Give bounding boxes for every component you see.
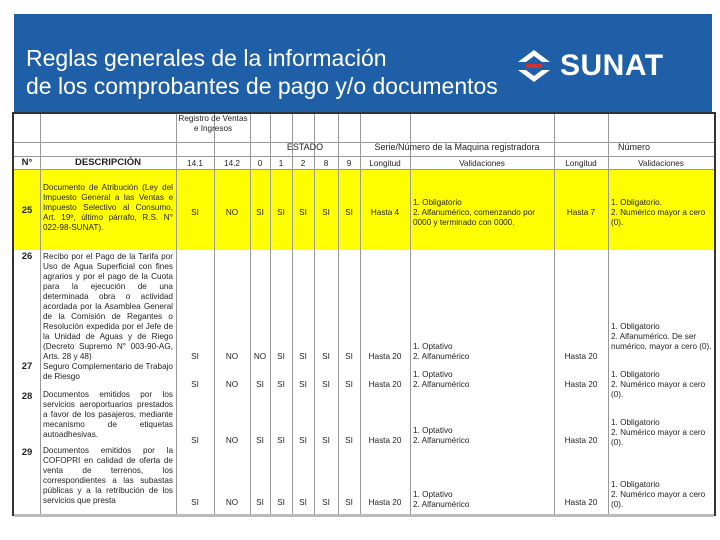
row-28-e0: SI <box>256 436 264 445</box>
header-estado-2: 2 <box>300 159 306 168</box>
header-num-validaciones: Validaciones <box>638 159 684 168</box>
row-27-descripcion: Seguro Complementario de Trabajo de Riesgo <box>43 362 173 381</box>
row-29-14-2: NO <box>225 498 239 507</box>
row-27-serie-longitud: Hasta 20 <box>368 380 402 389</box>
row-29-n: 29 <box>21 447 33 458</box>
header-14-1: 14.1 <box>187 159 203 168</box>
row-27-e2: SI <box>299 380 307 389</box>
row-25-n: 25 <box>21 205 33 216</box>
row-28-serie-longitud: Hasta 20 <box>368 436 402 445</box>
slide-title <box>26 44 498 100</box>
row-28-e1: SI <box>277 436 285 445</box>
header-estado-8: 8 <box>323 159 329 168</box>
header-estado-0: 0 <box>257 159 263 168</box>
row-25-e0: SI <box>256 208 264 217</box>
row-28-descripcion: Documentos emitidos por los servicios aeroportuarios prestados a favor de los pasajeros, mediante mecanismo de etiquetas autoadhesivas. <box>43 390 173 439</box>
row-25-num-validaciones: 1. Obligatorio. 2. Numérico mayor a cero (0). <box>611 198 706 227</box>
row-29-e8: SI <box>322 498 330 507</box>
header-serie-validaciones: Validaciones <box>459 159 505 168</box>
row-26-e8: SI <box>322 352 330 361</box>
row-25-serie-validaciones: 1. Obligatorio 2. Alfanumérico, comenzando por 0000 y terminado con 0000. <box>413 198 535 227</box>
row-29-e1: SI <box>277 498 285 507</box>
row-29-num-validaciones: 1. Obligatorio 2. Numérico mayor a cero (0). <box>611 480 706 509</box>
row-29-serie-longitud: Hasta 20 <box>368 498 402 507</box>
sunat-logo-text: SUNAT <box>560 49 664 82</box>
row-27-num-longitud: Hasta 20 <box>564 380 598 389</box>
header-serie-longitud: Longitud <box>369 159 401 168</box>
row-29-e0: SI <box>256 498 264 507</box>
row-25-descripcion: Documento de Atribución (Ley del Impuesto General a las Ventas e Impuesto Selectivo al Consumo, Art. 19º, último párrafo, R.S. N° 022-98-SUNAT). <box>43 183 173 232</box>
row-28-e9: SI <box>345 436 353 445</box>
row-26-num-longitud: Hasta 20 <box>564 352 598 361</box>
header-numero: Número <box>617 142 650 152</box>
header-registro: Registro de Ventas e Ingresos <box>178 114 248 133</box>
row-25-e1: SI <box>277 208 285 217</box>
row-26-e0: NO <box>253 352 267 361</box>
row-26-num-validaciones: 1. Obligatorio 2. Alfanumérico. De ser numérico, mayor a cero (0). <box>611 322 712 351</box>
row-26-e2: SI <box>299 352 307 361</box>
row-27-n: 27 <box>21 361 33 372</box>
row-25-serie-longitud: Hasta 4 <box>370 208 400 217</box>
header-estado-9: 9 <box>346 159 352 168</box>
row-26-e9: SI <box>345 352 353 361</box>
slide-title-line2: de los comprobantes de pago y/o documentos <box>26 73 498 99</box>
header-num-longitud: Longitud <box>565 159 597 168</box>
row-28-14-1: SI <box>191 436 199 445</box>
table-shadow <box>14 514 714 517</box>
row-27-e0: SI <box>256 380 264 389</box>
row-27-e9: SI <box>345 380 353 389</box>
row-27-14-2: NO <box>225 380 239 389</box>
row-27-e1: SI <box>277 380 285 389</box>
row-28-serie-validaciones: 1. Optativo 2. Alfanumérico <box>413 426 470 445</box>
row-27-num-validaciones: 1. Obligatorio 2. Numérico mayor a cero (0). <box>611 370 706 399</box>
row-26-serie-longitud: Hasta 20 <box>368 352 402 361</box>
row-27-14-1: SI <box>191 380 199 389</box>
header-estado-1: 1 <box>278 159 284 168</box>
comprobantes-table <box>12 112 716 516</box>
row-26-n: 26 <box>21 251 33 262</box>
row-25-14-1: SI <box>191 208 199 217</box>
row-27-serie-validaciones: 1. Optativo 2. Alfanumérico <box>413 370 470 389</box>
row-29-e9: SI <box>345 498 353 507</box>
sunat-logo-icon <box>512 44 556 88</box>
row-29-num-longitud: Hasta 20 <box>564 498 598 507</box>
sunat-logo <box>512 44 664 88</box>
row-29-e2: SI <box>299 498 307 507</box>
header-14-2: 14.2 <box>224 159 240 168</box>
row-28-e2: SI <box>299 436 307 445</box>
row-25-e9: SI <box>345 208 353 217</box>
row-25-14-2: NO <box>225 208 239 217</box>
row-26-14-1: SI <box>191 352 199 361</box>
header-estado: ESTADO <box>286 142 324 152</box>
row-25-e8: SI <box>322 208 330 217</box>
row-25-e2: SI <box>299 208 307 217</box>
row-28-num-validaciones: 1. Obligatorio 2. Numérico mayor a cero (0). <box>611 418 706 447</box>
header-serie: Serie/Número de la Maquina registradora <box>374 142 540 152</box>
row-29-serie-validaciones: 1. Optativo 2. Alfanumérico <box>413 490 470 509</box>
row-25-num-longitud: Hasta 7 <box>566 208 596 217</box>
header-n: N° <box>21 157 33 168</box>
row-26-14-2: NO <box>225 352 239 361</box>
slide-title-line1: Reglas generales de la información <box>26 45 387 71</box>
row-26-descripcion: Recibo por el Pago de la Tarifa por Uso de Agua Superficial con fines agrarios y por el pago de la Cuota para la ejecución de una determinada obra o actividad acordada por la Asamblea General de la Comisión de Regantes o Resolución expedida por el Jefe de la Unidad de Aguas y de Riego (Decreto Supremo N° 003-90-AG, Arts. 28 y 48) <box>43 252 173 361</box>
header-descripcion: DESCRIPCIÓN <box>75 157 141 168</box>
row-29-14-1: SI <box>191 498 199 507</box>
row-28-e8: SI <box>322 436 330 445</box>
row-27-e8: SI <box>322 380 330 389</box>
row-29-descripcion: Documentos emitidos por la COFOPRI en calidad de oferta de venta de terrenos, los correspondientes a las subastas públicas y a la retribución de los servicios que presta <box>43 446 173 505</box>
row-28-14-2: NO <box>225 436 239 445</box>
row-26-e1: SI <box>277 352 285 361</box>
row-26-serie-validaciones: 1. Optativo 2. Alfanumérico <box>413 342 470 361</box>
row-28-num-longitud: Hasta 20 <box>564 436 598 445</box>
row-28-n: 28 <box>21 391 33 402</box>
